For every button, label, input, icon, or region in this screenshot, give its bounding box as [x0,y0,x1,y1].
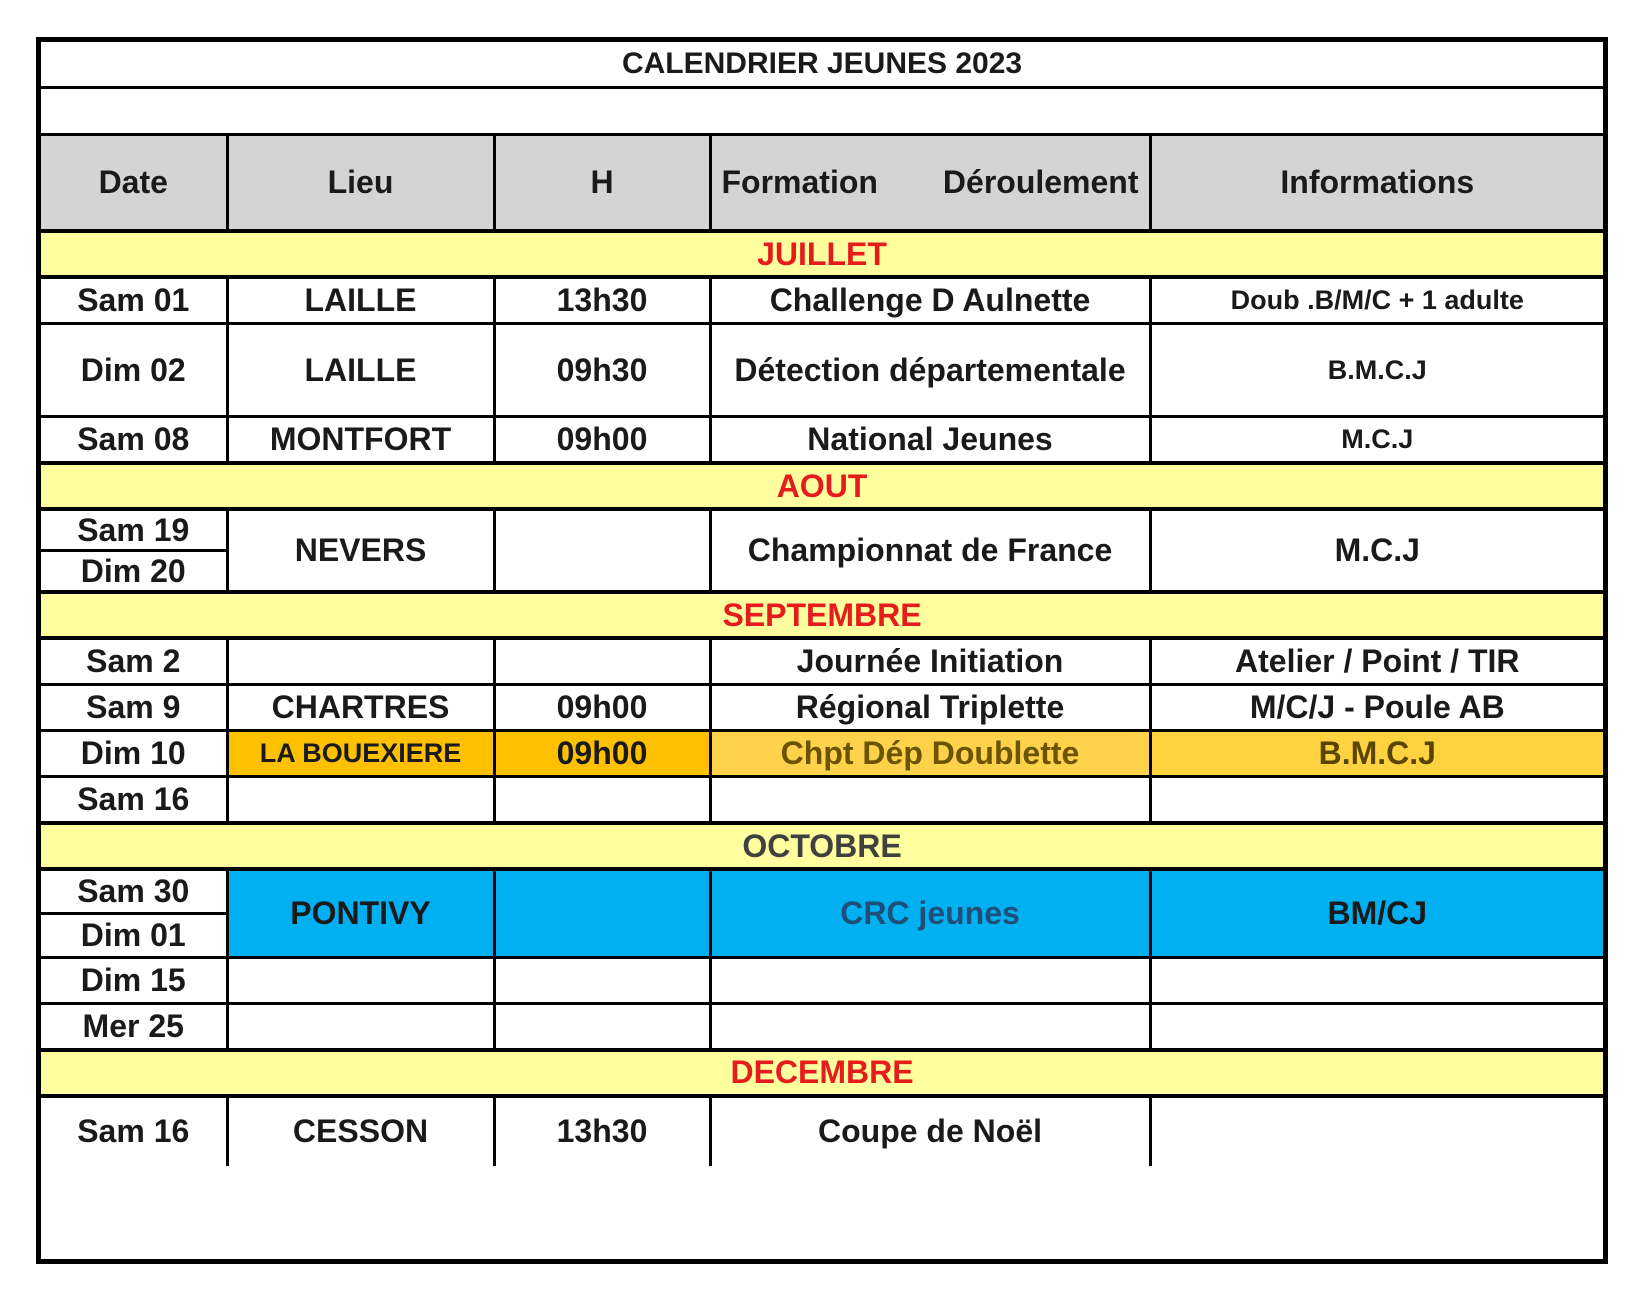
cell-info: B.M.C.J [1150,731,1603,777]
cell-lieu: CHARTRES [227,685,494,731]
header-row [41,135,1603,232]
table-row [41,685,1603,731]
cell-date: Dim 02 [41,324,227,417]
month-row [41,823,1603,869]
cell-info: Doub .B/M/C + 1 adulte [1150,277,1603,324]
header-lieu: Lieu [227,135,494,232]
month-row [41,1050,1603,1096]
cell-h [494,869,710,957]
cell-h: 13h30 [494,277,710,324]
cell-date: Dim 15 [41,957,227,1003]
header-h: H [494,135,710,232]
month-row [41,463,1603,509]
table-row [41,509,1603,592]
cell-formation: National Jeunes [710,417,1150,464]
cell-formation: Journée Initiation [710,638,1150,685]
table-row [41,777,1603,824]
month-juillet: JUILLET [41,231,1603,277]
cell-info [1150,957,1603,1003]
header-formation: Formation [721,164,878,200]
cell-h [494,957,710,1003]
cell-h: 13h30 [494,1096,710,1166]
cell-h [494,1003,710,1050]
month-row [41,231,1603,277]
cell-lieu: LAILLE [227,277,494,324]
table-row [41,324,1603,417]
cell-date: Sam 16 [41,1096,227,1166]
cell-h [494,638,710,685]
cell-formation [710,1003,1150,1050]
cell-date: Sam 2 [41,638,227,685]
table-row [41,417,1603,464]
cell-date-1: Sam 19 [77,512,190,548]
cell-date: Dim 01 [41,913,227,957]
cell-formation: Régional Triplette [710,685,1150,731]
month-septembre: SEPTEMBRE [41,592,1603,638]
cell-lieu [227,957,494,1003]
cell-date [41,509,227,592]
cell-date: Sam 9 [41,685,227,731]
cell-formation: Coupe de Noël [710,1096,1150,1166]
cell-h [494,777,710,824]
cell-date: Sam 01 [41,277,227,324]
cell-lieu [227,777,494,824]
cell-formation: Détection départementale [710,324,1150,417]
cell-h: 09h00 [494,417,710,464]
header-date: Date [41,135,227,232]
table-row [41,869,1603,913]
calendar-table [41,42,1603,1166]
table-row [41,277,1603,324]
cell-info: Atelier / Point / TIR [1150,638,1603,685]
cell-date: Sam 30 [41,869,227,913]
cell-info [1150,1003,1603,1050]
month-aout: AOUT [41,463,1603,509]
cell-info [1150,1096,1603,1166]
cell-lieu [227,1003,494,1050]
cell-formation: Challenge D Aulnette [710,277,1150,324]
table-row [41,1003,1603,1050]
cell-h: 09h00 [494,685,710,731]
cell-info: BM/CJ [1150,869,1603,957]
cell-lieu: MONTFORT [227,417,494,464]
cell-formation [710,777,1150,824]
cell-info: M.C.J [1150,509,1603,592]
page-title: CALENDRIER JEUNES 2023 [41,42,1603,88]
cell-lieu: CESSON [227,1096,494,1166]
calendar-frame [36,37,1608,1264]
cell-lieu: PONTIVY [227,869,494,957]
cell-formation: Championnat de France [710,509,1150,592]
cell-h [494,509,710,592]
cell-info: M/C/J - Poule AB [1150,685,1603,731]
blank-row [41,88,1603,135]
header-deroulement: Déroulement [942,164,1139,200]
cell-lieu [227,638,494,685]
table-row [41,957,1603,1003]
cell-info: M.C.J [1150,417,1603,464]
cell-info [1150,777,1603,824]
cell-formation [710,957,1150,1003]
table-row [41,638,1603,685]
table-row [41,731,1603,777]
header-informations: Informations [1150,135,1603,232]
cell-formation: CRC jeunes [710,869,1150,957]
cell-date-2: Dim 20 [41,549,226,590]
cell-lieu: LAILLE [227,324,494,417]
table-row [41,1096,1603,1166]
month-octobre: OCTOBRE [41,823,1603,869]
cell-date: Dim 10 [41,731,227,777]
cell-date: Mer 25 [41,1003,227,1050]
month-decembre: DECEMBRE [41,1050,1603,1096]
cell-formation: Chpt Dép Doublette [710,731,1150,777]
cell-lieu: LA BOUEXIERE [227,731,494,777]
header-formation-deroulement [710,135,1150,232]
cell-lieu: NEVERS [227,509,494,592]
cell-info: B.M.C.J [1150,324,1603,417]
cell-date: Sam 08 [41,417,227,464]
cell-h: 09h00 [494,731,710,777]
cell-date: Sam 16 [41,777,227,824]
month-row [41,592,1603,638]
cell-h: 09h30 [494,324,710,417]
